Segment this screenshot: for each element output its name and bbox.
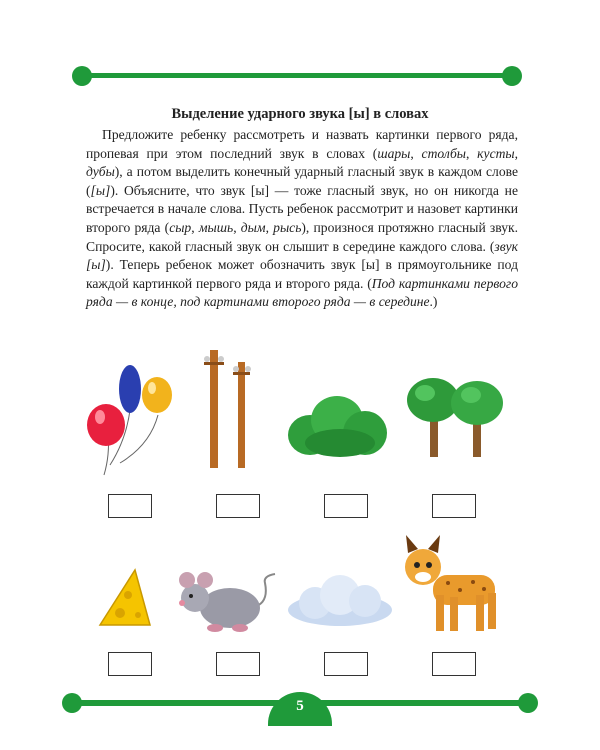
poles-picture xyxy=(200,340,260,470)
paragraph-segment: сыр xyxy=(169,219,192,235)
bottom-rule-right-dot xyxy=(518,693,538,713)
paragraph-segment: .) xyxy=(429,294,438,310)
instruction-text xyxy=(86,126,518,312)
paragraph-segment: дубы xyxy=(86,164,115,180)
paragraph-segment: ), а потом выделить конечный ударный гласный звук в каждом слове ( xyxy=(86,164,518,198)
answer-box-trees[interactable] xyxy=(432,494,476,518)
top-rule xyxy=(80,73,512,78)
paragraph-segment: , xyxy=(410,145,422,161)
cloud-picture xyxy=(285,575,395,630)
paragraph-segment: ), произнося протяжно гласный звук. Спросите, какой гласный звук он слышит в середине каждого слова. ( xyxy=(86,219,519,254)
bush-picture xyxy=(285,395,390,460)
answer-box-lynx[interactable] xyxy=(432,652,476,676)
page-number: 5 xyxy=(296,698,304,714)
answer-box-balloons[interactable] xyxy=(108,494,152,518)
paragraph-segment: , xyxy=(233,219,241,235)
paragraph-segment: ). Объясните, что звук [ы] — тоже гласный звук, но он никогда не встречается в начале слова. Пусть ребенок рассмотрит и назовет картинки второго ряда ( xyxy=(86,182,518,235)
mouse-picture xyxy=(175,568,280,633)
paragraph-segment: мышь xyxy=(198,219,234,235)
paragraph-segment: , xyxy=(466,145,478,161)
page-title: Выделение ударного звука [ы] в словах xyxy=(171,106,429,122)
answer-box-cloud[interactable] xyxy=(324,652,368,676)
answer-box-bush[interactable] xyxy=(324,494,368,518)
paragraph-segment: звук [ы] xyxy=(86,238,518,273)
bottom-rule-left-dot xyxy=(62,693,82,713)
answer-box-cheese[interactable] xyxy=(108,652,152,676)
cheese-picture xyxy=(90,565,160,635)
paragraph-segment: [ы] xyxy=(90,182,111,198)
balloons-picture xyxy=(80,355,180,480)
paragraph-segment: Под картинками первого ряда — в конце, под картинами второго ряда — в середине xyxy=(86,275,518,310)
paragraph-segment: шары xyxy=(377,145,411,161)
lynx-picture xyxy=(398,535,508,635)
paragraph-segment: дым xyxy=(240,219,266,235)
paragraph-segment: , xyxy=(514,145,519,161)
top-rule-right-dot xyxy=(502,66,522,86)
paragraph-segment: ). Теперь ребенок может обозначить звук [ы] в прямоугольнике под каждой картинкой первого ряда и второго ряда. ( xyxy=(86,257,518,291)
top-rule-left-dot xyxy=(72,66,92,86)
answer-box-mouse[interactable] xyxy=(216,652,260,676)
paragraph-segment: кусты xyxy=(477,145,515,161)
answer-box-poles[interactable] xyxy=(216,494,260,518)
paragraph-segment: Предложите ребенку рассмотреть и назвать картинки первого ряда, пропевая при этом последний звук в словах ( xyxy=(86,127,518,161)
paragraph-segment: , xyxy=(191,219,199,235)
paragraph-segment: столбы xyxy=(421,145,466,161)
paragraph-segment: рысь xyxy=(273,219,302,235)
trees-picture xyxy=(405,375,505,460)
paragraph-segment: , xyxy=(265,219,274,235)
